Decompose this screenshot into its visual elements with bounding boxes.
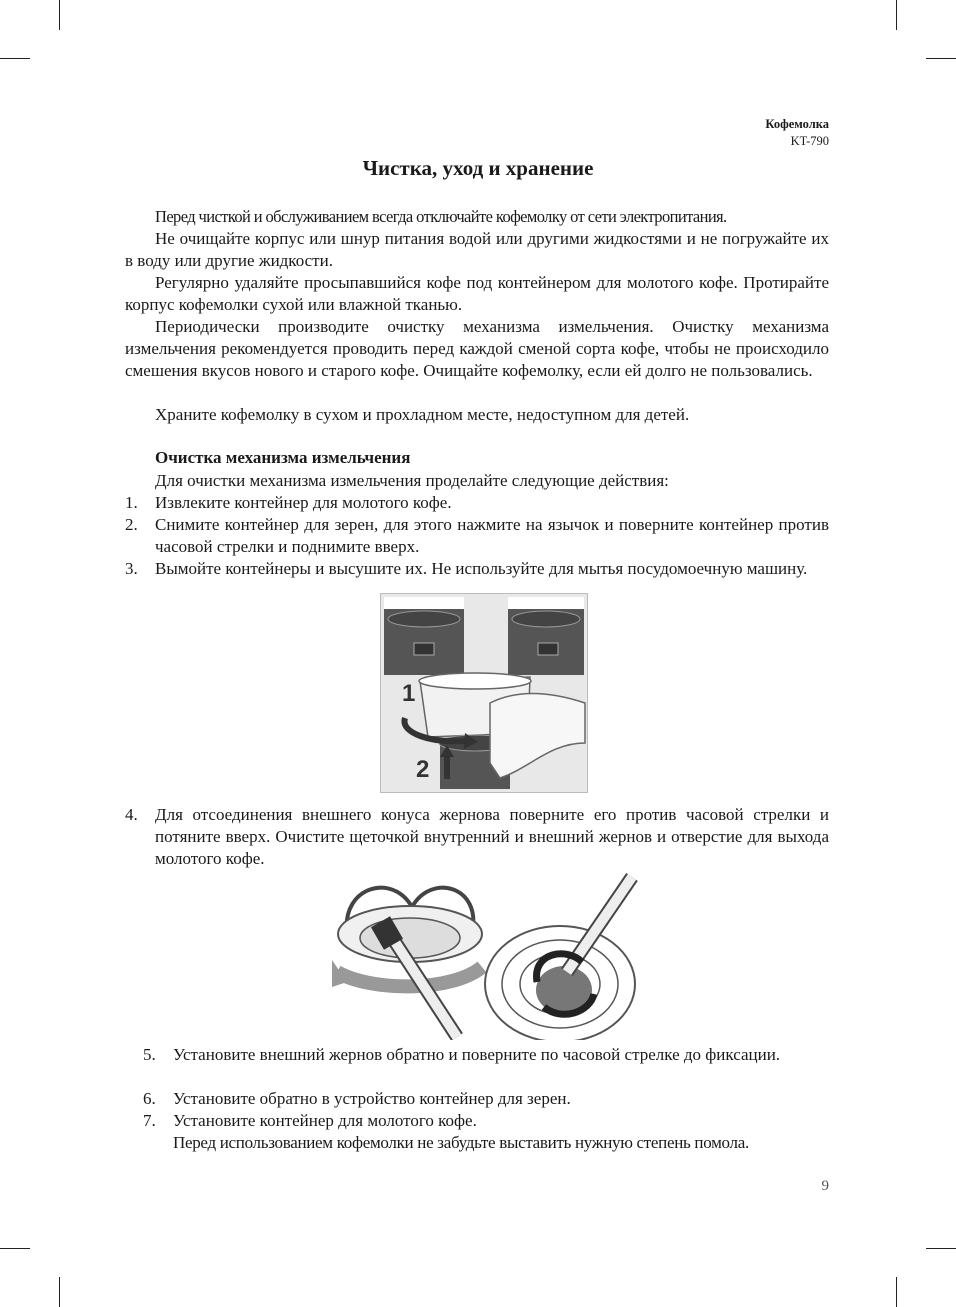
final-note-text: Перед использованием кофемолки не забудьте выставить нужную степень помола.	[173, 1133, 749, 1152]
page-title: Чистка, уход и хранение	[362, 156, 594, 180]
list-item-5	[143, 1044, 847, 1066]
crop-mark	[0, 1248, 30, 1249]
paragraph-intro-5: Храните кофемолку в сухом и прохладном месте, недоступном для детей.	[155, 405, 690, 424]
paragraph-intro-3: Регулярно удаляйте просыпавшийся кофе под контейнером для молотого кофе. Протирайте корпус кофемолки сухой или влажной тканью.	[125, 273, 829, 314]
crop-mark	[896, 1277, 897, 1307]
figure-label-one: 1	[402, 680, 416, 707]
crop-mark	[59, 1277, 60, 1307]
list-item-7	[143, 1110, 847, 1132]
crop-mark	[0, 58, 30, 59]
list-text: Для отсоединения внешнего конуса жернова поверните его против часовой стрелки и потяните вверх. Очистите щеточкой внутренний и внешний жернов и отверстие для выхода молотого кофе.	[155, 805, 829, 868]
final-note	[143, 1132, 847, 1154]
list-item-3	[125, 558, 829, 580]
running-header	[765, 116, 829, 150]
paragraph-intro-2: Не очищайте корпус или шнур питания водой или другими жидкостями и не погружайте их в воду или другие жидкости.	[125, 229, 829, 270]
section-heading: Очистка механизма измельчения	[155, 448, 411, 467]
crop-mark	[896, 0, 897, 30]
list-number: 7.	[143, 1111, 156, 1130]
section-lead: Для очистки механизма измельчения проделайте следующие действия:	[155, 471, 669, 490]
header-product: Кофемолка	[765, 117, 829, 131]
paragraph-intro-1: Перед чисткой и обслуживанием всегда отключайте кофемолку от сети электропитания.	[155, 207, 727, 226]
page-number: 9	[821, 1178, 829, 1194]
list-item-1	[125, 492, 829, 514]
list-text: Установите контейнер для молотого кофе.	[173, 1111, 477, 1130]
figure-container-removal	[380, 593, 588, 793]
list-text: Извлеките контейнер для молотого кофе.	[155, 493, 452, 512]
paragraph-intro-4: Периодически производите очистку механизма измельчения. Очистку механизма измельчения рекомендуется проводить перед каждой сменой сорта кофе, чтобы не происходило смешения вкусов нового и старого кофе. Очищайте кофемолку, если ей долго не пользовались.	[125, 317, 829, 380]
list-text: Снимите контейнер для зерен, для этого нажмите на язычок и поверните контейнер против часовой стрелки и поднимите вверх.	[155, 515, 829, 556]
list-text: Установите внешний жернов обратно и поверните по часовой стрелке до фиксации.	[173, 1045, 781, 1064]
list-text: Установите обратно в устройство контейнер для зерен.	[173, 1089, 571, 1108]
list-number: 4.	[125, 805, 138, 824]
figure-label-two: 2	[416, 756, 430, 783]
list-number: 1.	[125, 493, 138, 512]
crop-mark	[59, 0, 60, 30]
list-item-6	[143, 1088, 847, 1110]
list-item-4	[125, 804, 829, 870]
header-model: KT-790	[790, 134, 829, 148]
list-number: 5.	[143, 1045, 156, 1064]
crop-mark	[926, 58, 956, 59]
list-text: Вымойте контейнеры и высушите их. Не используйте для мытья посудомоечную машину.	[155, 559, 808, 578]
list-number: 6.	[143, 1089, 156, 1108]
crop-mark	[926, 1248, 956, 1249]
list-item-2	[125, 514, 829, 558]
list-number: 2.	[125, 515, 138, 534]
list-number: 3.	[125, 559, 138, 578]
figure-burr-cleaning	[332, 872, 644, 1040]
